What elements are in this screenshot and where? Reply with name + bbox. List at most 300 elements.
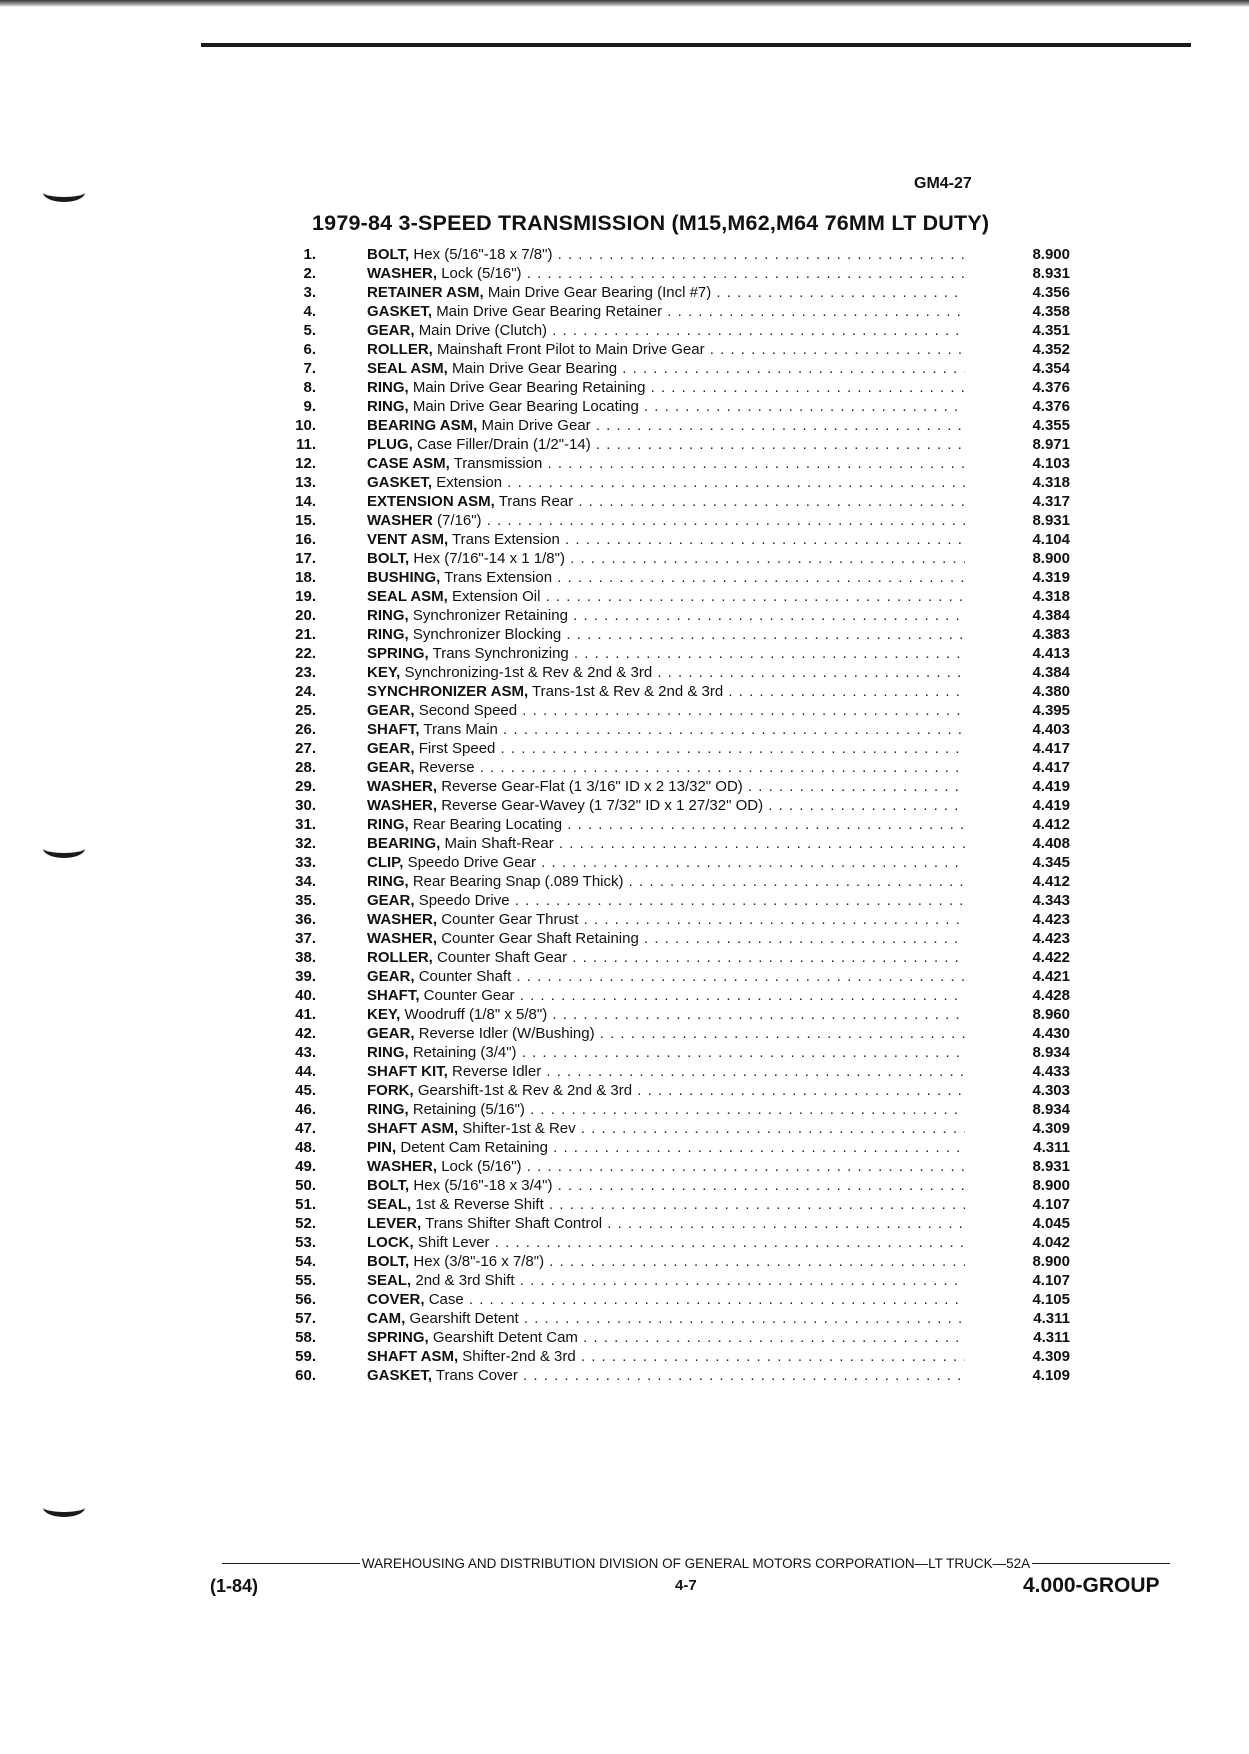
part-description — [367, 587, 965, 606]
part-row — [0, 511, 1249, 530]
part-detail: Gearshift-1st & Rev & 2nd & 3rd — [417, 1082, 633, 1099]
part-group-number: 4.317 — [1032, 493, 1070, 510]
part-group-number: 4.380 — [1032, 683, 1070, 700]
part-group-number: 4.419 — [1032, 778, 1070, 795]
part-keyword: FORK, — [367, 1082, 414, 1099]
part-keyword: RING, — [367, 816, 409, 833]
part-group-number: 8.971 — [1032, 436, 1070, 453]
part-detail: Woodruff (1/8" x 5/8") — [404, 1006, 548, 1023]
part-group-number: 4.417 — [1032, 740, 1070, 757]
part-description — [367, 606, 965, 625]
part-detail: Trans Extension — [444, 569, 553, 586]
part-detail: 2nd & 3rd Shift — [415, 1272, 515, 1289]
part-row — [0, 1328, 1249, 1347]
part-description — [367, 1366, 965, 1385]
part-keyword: SHAFT, — [367, 721, 420, 738]
part-description — [367, 1233, 965, 1252]
part-group-number: 8.900 — [1032, 1177, 1070, 1194]
part-group-number: 4.309 — [1032, 1348, 1070, 1365]
part-keyword: KEY, — [367, 1006, 401, 1023]
part-row — [0, 834, 1249, 853]
part-group-number: 4.311 — [1033, 1310, 1070, 1327]
part-group-number: 4.109 — [1032, 1367, 1070, 1384]
part-row — [0, 1157, 1249, 1176]
part-description — [367, 1024, 965, 1043]
part-description — [367, 1157, 965, 1176]
part-description — [367, 948, 965, 967]
part-group-number: 4.376 — [1032, 398, 1070, 415]
part-number: 35. — [295, 892, 316, 909]
part-number: 43. — [295, 1044, 316, 1061]
part-row — [0, 891, 1249, 910]
part-keyword: BOLT, — [367, 1177, 410, 1194]
part-keyword: PLUG, — [367, 436, 413, 453]
part-number: 34. — [295, 873, 316, 890]
part-number: 39. — [295, 968, 316, 985]
part-group-number: 4.383 — [1032, 626, 1070, 643]
part-detail: Lock (5/16") — [441, 1158, 522, 1175]
part-description — [367, 1214, 965, 1233]
part-detail: Counter Gear Thrust — [441, 911, 579, 928]
part-description — [367, 1176, 965, 1195]
part-number: 54. — [295, 1253, 316, 1270]
part-keyword: PIN, — [367, 1139, 397, 1156]
part-row — [0, 720, 1249, 739]
part-keyword: RING, — [367, 626, 409, 643]
part-group-number: 4.413 — [1032, 645, 1070, 662]
part-row — [0, 549, 1249, 568]
part-number: 5. — [303, 322, 316, 339]
part-row — [0, 1271, 1249, 1290]
part-group-number: 4.107 — [1032, 1196, 1070, 1213]
part-detail: Counter Gear Shaft Retaining — [441, 930, 639, 947]
part-number: 16. — [295, 531, 316, 548]
part-keyword: WASHER, — [367, 778, 438, 795]
part-number: 56. — [295, 1291, 316, 1308]
part-keyword: WASHER, — [367, 797, 438, 814]
part-row — [0, 492, 1249, 511]
part-row — [0, 1233, 1249, 1252]
part-description — [367, 245, 965, 264]
part-detail: Speedo Drive — [418, 892, 510, 909]
binder-hole-mark-top — [43, 183, 85, 202]
part-description — [367, 378, 965, 397]
part-keyword: SHAFT, — [367, 987, 420, 1004]
part-keyword: BUSHING, — [367, 569, 441, 586]
part-detail: Shifter-1st & Rev — [462, 1120, 576, 1137]
part-keyword: RING, — [367, 607, 409, 624]
part-keyword: SEAL ASM, — [367, 588, 448, 605]
part-keyword: SPRING, — [367, 645, 429, 662]
part-group-number: 4.104 — [1032, 531, 1070, 548]
part-description — [367, 530, 965, 549]
part-description — [367, 1043, 965, 1062]
part-number: 8. — [303, 379, 316, 396]
part-number: 21. — [295, 626, 316, 643]
part-number: 40. — [295, 987, 316, 1004]
part-group-number: 4.421 — [1032, 968, 1070, 985]
part-keyword: CASE ASM, — [367, 455, 450, 472]
part-description — [367, 929, 965, 948]
part-row — [0, 644, 1249, 663]
part-detail: Trans Synchronizing — [432, 645, 569, 662]
part-keyword: COVER, — [367, 1291, 425, 1308]
part-description — [367, 986, 965, 1005]
part-row — [0, 1176, 1249, 1195]
part-keyword: RETAINER ASM, — [367, 284, 484, 301]
page-code: GM4-27 — [914, 175, 972, 192]
part-description — [367, 1005, 965, 1024]
part-description — [367, 872, 965, 891]
part-keyword: SPRING, — [367, 1329, 429, 1346]
part-keyword: SHAFT KIT, — [367, 1063, 448, 1080]
part-description — [367, 511, 965, 530]
part-detail: Speedo Drive Gear — [407, 854, 536, 871]
part-number: 24. — [295, 683, 316, 700]
footer-corp-text: WAREHOUSING AND DISTRIBUTION DIVISION OF GENERAL MOTORS CORPORATION—LT TRUCK—52A — [361, 1556, 1031, 1571]
part-row — [0, 815, 1249, 834]
part-group-number: 4.395 — [1032, 702, 1070, 719]
part-description — [367, 758, 965, 777]
part-group-number: 4.408 — [1032, 835, 1070, 852]
part-description — [367, 473, 965, 492]
part-detail: Main Drive Gear Bearing — [452, 360, 618, 377]
part-detail: Synchronizer Retaining — [412, 607, 568, 624]
part-keyword: GEAR, — [367, 322, 415, 339]
part-number: 59. — [295, 1348, 316, 1365]
part-keyword: SEAL, — [367, 1272, 412, 1289]
part-number: 9. — [303, 398, 316, 415]
part-description — [367, 492, 965, 511]
part-description — [367, 1081, 965, 1100]
footer-rule-right — [1032, 1563, 1170, 1564]
part-keyword: GEAR, — [367, 892, 415, 909]
part-group-number: 4.318 — [1032, 474, 1070, 491]
part-group-number: 4.309 — [1032, 1120, 1070, 1137]
part-description — [367, 283, 965, 302]
part-detail: First Speed — [418, 740, 496, 757]
part-group-number: 4.345 — [1032, 854, 1070, 871]
part-group-number: 4.105 — [1032, 1291, 1070, 1308]
part-description — [367, 853, 965, 872]
part-row — [0, 1100, 1249, 1119]
part-description — [367, 397, 965, 416]
part-number: 33. — [295, 854, 316, 871]
part-description — [367, 1347, 965, 1366]
part-group-number: 4.318 — [1032, 588, 1070, 605]
part-keyword: GEAR, — [367, 759, 415, 776]
part-detail: Hex (7/16"-14 x 1 1/8") — [413, 550, 565, 567]
part-detail: Gearshift Detent — [409, 1310, 519, 1327]
footer-date: (1-84) — [210, 1576, 259, 1596]
part-keyword: LOCK, — [367, 1234, 414, 1251]
part-description — [367, 1195, 965, 1214]
part-description — [367, 1119, 965, 1138]
part-detail: Reverse Idler (W/Bushing) — [418, 1025, 595, 1042]
part-row — [0, 1138, 1249, 1157]
part-number: 57. — [295, 1310, 316, 1327]
part-number: 1. — [303, 246, 316, 263]
part-number: 55. — [295, 1272, 316, 1289]
part-keyword: SYNCHRONIZER ASM, — [367, 683, 529, 700]
part-number: 31. — [295, 816, 316, 833]
part-detail: Shift Lever — [417, 1234, 490, 1251]
part-row — [0, 397, 1249, 416]
part-row — [0, 245, 1249, 264]
part-row — [0, 796, 1249, 815]
part-detail: Case — [428, 1291, 464, 1308]
part-number: 29. — [295, 778, 316, 795]
part-row — [0, 1119, 1249, 1138]
part-row — [0, 606, 1249, 625]
part-number: 19. — [295, 588, 316, 605]
part-keyword: ROLLER, — [367, 341, 433, 358]
part-detail: Second Speed — [418, 702, 518, 719]
part-number: 12. — [295, 455, 316, 472]
part-row — [0, 682, 1249, 701]
part-description — [367, 302, 965, 321]
part-group-number: 4.319 — [1032, 569, 1070, 586]
part-row — [0, 416, 1249, 435]
part-detail: Retaining (3/4") — [412, 1044, 517, 1061]
footer-page-number: 4-7 — [675, 1577, 697, 1594]
part-group-number: 8.900 — [1032, 550, 1070, 567]
part-group-number: 4.423 — [1032, 911, 1070, 928]
part-description — [367, 321, 965, 340]
part-detail: Main Drive Gear Bearing (Incl #7) — [487, 284, 712, 301]
part-row — [0, 473, 1249, 492]
part-description — [367, 910, 965, 929]
part-group-number: 8.900 — [1032, 246, 1070, 263]
part-number: 23. — [295, 664, 316, 681]
part-group-number: 4.417 — [1032, 759, 1070, 776]
part-group-number: 4.428 — [1032, 987, 1070, 1004]
part-group-number: 8.931 — [1032, 512, 1070, 529]
part-number: 13. — [295, 474, 316, 491]
part-keyword: GEAR, — [367, 702, 415, 719]
part-group-number: 8.931 — [1032, 1158, 1070, 1175]
part-row — [0, 1309, 1249, 1328]
part-keyword: GASKET, — [367, 1367, 433, 1384]
part-row — [0, 1024, 1249, 1043]
part-keyword: WASHER, — [367, 930, 438, 947]
part-description — [367, 1290, 965, 1309]
part-group-number: 4.412 — [1032, 873, 1070, 890]
part-detail: Trans Extension — [452, 531, 560, 548]
part-detail: 1st & Reverse Shift — [415, 1196, 544, 1213]
part-keyword: GEAR, — [367, 740, 415, 757]
part-keyword: WASHER, — [367, 265, 438, 282]
part-row — [0, 435, 1249, 454]
part-description — [367, 682, 965, 701]
part-number: 14. — [295, 493, 316, 510]
part-detail: Counter Shaft — [418, 968, 512, 985]
part-description — [367, 1328, 965, 1347]
footer-rule-left — [222, 1563, 360, 1564]
part-detail: Reverse Gear-Wavey (1 7/32" ID x 1 27/32" OD) — [441, 797, 764, 814]
part-keyword: ROLLER, — [367, 949, 433, 966]
part-row — [0, 777, 1249, 796]
part-number: 45. — [295, 1082, 316, 1099]
part-row — [0, 1043, 1249, 1062]
part-number: 46. — [295, 1101, 316, 1118]
part-number: 49. — [295, 1158, 316, 1175]
page-title: 1979-84 3-SPEED TRANSMISSION (M15,M62,M64 76MM LT DUTY) — [312, 211, 990, 235]
part-detail: Main Drive Gear Bearing Locating — [412, 398, 639, 415]
part-row — [0, 1081, 1249, 1100]
part-keyword: WASHER, — [367, 911, 438, 928]
part-group-number: 4.433 — [1032, 1063, 1070, 1080]
part-keyword: RING, — [367, 873, 409, 890]
part-group-number: 4.045 — [1032, 1215, 1070, 1232]
part-detail: Case Filler/Drain (1/2"-14) — [417, 436, 591, 453]
part-detail: Hex (5/16"-18 x 3/4") — [413, 1177, 553, 1194]
part-row — [0, 321, 1249, 340]
part-row — [0, 264, 1249, 283]
part-detail: Main Drive Gear — [481, 417, 591, 434]
part-description — [367, 1309, 965, 1328]
part-keyword: BOLT, — [367, 1253, 410, 1270]
part-row — [0, 853, 1249, 872]
part-number: 27. — [295, 740, 316, 757]
part-row — [0, 910, 1249, 929]
part-detail: Main Shaft-Rear — [444, 835, 554, 852]
part-description — [367, 359, 965, 378]
part-group-number: 4.042 — [1032, 1234, 1070, 1251]
part-detail: Rear Bearing Locating — [412, 816, 563, 833]
part-detail: Lock (5/16") — [441, 265, 522, 282]
part-detail: Counter Gear — [423, 987, 515, 1004]
part-detail: Mainshaft Front Pilot to Main Drive Gear — [437, 341, 705, 358]
part-row — [0, 302, 1249, 321]
part-group-number: 4.311 — [1033, 1329, 1070, 1346]
part-group-number: 4.422 — [1032, 949, 1070, 966]
part-row — [0, 948, 1249, 967]
part-group-number: 4.354 — [1032, 360, 1070, 377]
part-description — [367, 1271, 965, 1290]
part-keyword: RING, — [367, 1101, 409, 1118]
part-keyword: SHAFT ASM, — [367, 1348, 459, 1365]
part-number: 53. — [295, 1234, 316, 1251]
part-row — [0, 454, 1249, 473]
part-detail: Main Drive (Clutch) — [418, 322, 548, 339]
part-description — [367, 891, 965, 910]
part-row — [0, 929, 1249, 948]
part-row — [0, 1214, 1249, 1233]
part-description — [367, 967, 965, 986]
part-number: 38. — [295, 949, 316, 966]
part-row — [0, 1252, 1249, 1271]
part-group-number: 4.107 — [1032, 1272, 1070, 1289]
part-number: 25. — [295, 702, 316, 719]
part-row — [0, 340, 1249, 359]
part-detail: Gearshift Detent Cam — [432, 1329, 578, 1346]
part-row — [0, 1347, 1249, 1366]
part-keyword: RING, — [367, 1044, 409, 1061]
part-group-number: 4.351 — [1032, 322, 1070, 339]
part-group-number: 4.430 — [1032, 1025, 1070, 1042]
part-group-number: 4.419 — [1032, 797, 1070, 814]
part-detail: Detent Cam Retaining — [400, 1139, 548, 1156]
part-group-number: 8.900 — [1032, 1253, 1070, 1270]
part-keyword: GEAR, — [367, 968, 415, 985]
part-number: 17. — [295, 550, 316, 567]
part-row — [0, 967, 1249, 986]
part-group-number: 4.311 — [1033, 1139, 1070, 1156]
part-group-number: 4.343 — [1032, 892, 1070, 909]
part-number: 58. — [295, 1329, 316, 1346]
part-row — [0, 872, 1249, 891]
binder-hole-mark-bottom — [43, 1498, 85, 1517]
part-keyword: SHAFT ASM, — [367, 1120, 459, 1137]
part-keyword: LEVER, — [367, 1215, 422, 1232]
part-row — [0, 1062, 1249, 1081]
part-group-number: 4.384 — [1032, 664, 1070, 681]
part-row — [0, 701, 1249, 720]
part-keyword: EXTENSION ASM, — [367, 493, 495, 510]
part-detail: Hex (5/16"-18 x 7/8") — [413, 246, 553, 263]
part-number: 6. — [303, 341, 316, 358]
part-detail: Synchronizing-1st & Rev & 2nd & 3rd — [404, 664, 653, 681]
part-row — [0, 739, 1249, 758]
part-number: 4. — [303, 303, 316, 320]
part-row — [0, 625, 1249, 644]
part-group-number: 4.376 — [1032, 379, 1070, 396]
part-group-number: 8.934 — [1032, 1101, 1070, 1118]
part-detail: Counter Shaft Gear — [437, 949, 568, 966]
part-keyword: RING, — [367, 398, 409, 415]
part-keyword: BEARING ASM, — [367, 417, 478, 434]
part-keyword: BEARING, — [367, 835, 441, 852]
part-description — [367, 1062, 965, 1081]
part-number: 30. — [295, 797, 316, 814]
part-detail: Trans Main — [423, 721, 498, 738]
part-number: 22. — [295, 645, 316, 662]
part-row — [0, 1005, 1249, 1024]
part-keyword: SEAL ASM, — [367, 360, 448, 377]
part-description — [367, 416, 965, 435]
part-detail: Rear Bearing Snap (.089 Thick) — [412, 873, 624, 890]
part-number: 44. — [295, 1063, 316, 1080]
part-keyword: KEY, — [367, 664, 401, 681]
part-group-number: 8.960 — [1032, 1006, 1070, 1023]
part-detail: Extension Oil — [452, 588, 541, 605]
part-detail: Reverse — [418, 759, 475, 776]
part-group-number: 4.423 — [1032, 930, 1070, 947]
part-description — [367, 644, 965, 663]
part-keyword: BOLT, — [367, 550, 410, 567]
part-row — [0, 1290, 1249, 1309]
part-description — [367, 663, 965, 682]
part-number: 51. — [295, 1196, 316, 1213]
part-detail: Extension — [436, 474, 503, 491]
part-number: 20. — [295, 607, 316, 624]
part-row — [0, 568, 1249, 587]
part-description — [367, 1138, 965, 1157]
part-description — [367, 777, 965, 796]
part-row — [0, 378, 1249, 397]
part-description — [367, 701, 965, 720]
part-number: 18. — [295, 569, 316, 586]
part-row — [0, 530, 1249, 549]
part-detail: Reverse Idler — [452, 1063, 542, 1080]
part-group-number: 4.355 — [1032, 417, 1070, 434]
part-number: 32. — [295, 835, 316, 852]
part-group-number: 8.934 — [1032, 1044, 1070, 1061]
part-detail: Reverse Gear-Flat (1 3/16" ID x 2 13/32" OD) — [441, 778, 743, 795]
part-description — [367, 739, 965, 758]
part-row — [0, 986, 1249, 1005]
